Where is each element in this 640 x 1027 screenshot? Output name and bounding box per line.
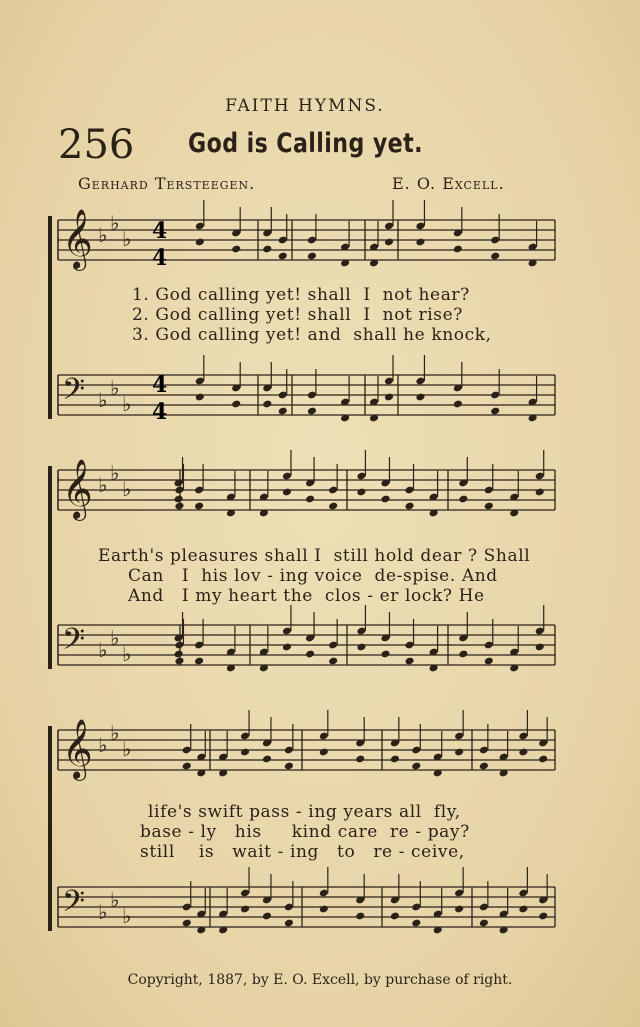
- flat-icon: ♭: [110, 888, 120, 912]
- lyric-line-verse-3: 3. God calling yet! and shall he knock,: [132, 325, 492, 345]
- flat-icon: ♭: [122, 227, 132, 251]
- note-head: [454, 905, 464, 914]
- lyric-line-verse-1: Earth's pleasures shall I still hold dear ? Shall: [98, 546, 531, 566]
- note-head: [194, 502, 204, 511]
- hymn-number: 256: [58, 122, 135, 168]
- note-head: [195, 238, 205, 247]
- note-head: [453, 245, 463, 254]
- note-head: [518, 905, 528, 914]
- note-head: [284, 919, 294, 928]
- note-head: [404, 657, 414, 666]
- note-head: [380, 650, 390, 659]
- note-head: [182, 762, 192, 771]
- note-head: [262, 400, 272, 409]
- note-head: [282, 488, 292, 497]
- note-head: [538, 755, 548, 764]
- note-head: [484, 657, 494, 666]
- composer-credit: E. O. Excell.: [392, 174, 505, 193]
- note-head: [319, 748, 329, 757]
- note-head: [454, 748, 464, 757]
- lyric-line-verse-3: still is wait - ing to re - ceive,: [140, 842, 465, 862]
- lyric-line-verse-2: base - ly his kind care re - pay?: [140, 822, 470, 842]
- bass-clef-icon: 𝄢: [62, 373, 86, 414]
- note-head: [484, 502, 494, 511]
- note-head: [282, 643, 292, 652]
- note-head: [307, 407, 317, 416]
- treble-clef-icon: 𝄞: [62, 459, 93, 519]
- note-head: [195, 393, 205, 402]
- note-head: [278, 252, 288, 261]
- hymn-title: God is Calling yet.: [188, 128, 423, 159]
- time-signature-top: 4: [152, 218, 168, 244]
- note-head: [415, 393, 425, 402]
- note-head: [174, 495, 184, 504]
- flat-icon: ♭: [122, 642, 132, 666]
- lyric-line-verse-1: life's swift pass - ing years all fly,: [148, 802, 461, 822]
- note-head: [240, 748, 250, 757]
- note-head: [182, 919, 192, 928]
- lyric-line-verse-2: 2. God calling yet! shall I not rise?: [132, 305, 463, 325]
- note-head: [479, 919, 489, 928]
- copyright-notice: Copyright, 1887, by E. O. Excell, by purchase of right.: [127, 972, 513, 988]
- treble-clef-icon: 𝄞: [62, 719, 93, 779]
- bass-clef-icon: 𝄢: [62, 623, 86, 664]
- lyric-line-verse-3: And I my heart the clos - er lock? He: [128, 586, 485, 606]
- time-signature-bottom: 4: [152, 245, 168, 271]
- note-head: [174, 650, 184, 659]
- flat-icon: ♭: [98, 223, 108, 247]
- bass-clef-icon: 𝄢: [62, 885, 86, 926]
- note-head: [319, 905, 329, 914]
- note-head: [535, 643, 545, 652]
- note-head: [355, 912, 365, 921]
- note-head: [356, 643, 366, 652]
- note-head: [174, 502, 184, 511]
- flat-icon: ♭: [122, 737, 132, 761]
- note-head: [458, 650, 468, 659]
- note-head: [231, 400, 241, 409]
- note-head: [490, 252, 500, 261]
- bass-time-signature-top: 4: [152, 372, 168, 398]
- note-head: [231, 245, 241, 254]
- note-head: [453, 400, 463, 409]
- note-head: [384, 238, 394, 247]
- lyric-line-verse-1: 1. God calling yet! shall I not hear?: [132, 285, 470, 305]
- note-head: [174, 657, 184, 666]
- bass-time-signature-bottom: 4: [152, 399, 168, 425]
- note-head: [262, 755, 272, 764]
- note-head: [355, 755, 365, 764]
- flat-icon: ♭: [110, 376, 120, 400]
- note-head: [518, 748, 528, 757]
- flat-icon: ♭: [110, 721, 120, 745]
- note-head: [328, 502, 338, 511]
- note-head: [535, 488, 545, 497]
- note-head: [458, 495, 468, 504]
- note-head: [411, 919, 421, 928]
- author-credit: Gerhard Tersteegen.: [78, 174, 256, 193]
- note-head: [415, 238, 425, 247]
- note-head: [278, 407, 288, 416]
- note-head: [262, 245, 272, 254]
- note-head: [411, 762, 421, 771]
- note-head: [328, 657, 338, 666]
- flat-icon: ♭: [110, 461, 120, 485]
- note-head: [390, 912, 400, 921]
- note-head: [404, 502, 414, 511]
- running-head: FAITH HYMNS.: [225, 96, 385, 116]
- flat-icon: ♭: [98, 638, 108, 662]
- note-head: [284, 762, 294, 771]
- note-head: [538, 912, 548, 921]
- flat-icon: ♭: [98, 733, 108, 757]
- lyric-line-verse-2: Can I his lov - ing voice de-spise. And: [128, 566, 498, 586]
- note-head: [490, 407, 500, 416]
- note-head: [479, 762, 489, 771]
- note-head: [390, 755, 400, 764]
- note-head: [305, 650, 315, 659]
- flat-icon: ♭: [122, 904, 132, 928]
- flat-icon: ♭: [98, 473, 108, 497]
- flat-icon: ♭: [110, 626, 120, 650]
- note-head: [380, 495, 390, 504]
- flat-icon: ♭: [122, 392, 132, 416]
- note-head: [194, 657, 204, 666]
- note-head: [384, 393, 394, 402]
- note-head: [262, 912, 272, 921]
- flat-icon: ♭: [98, 388, 108, 412]
- treble-clef-icon: 𝄞: [62, 209, 93, 269]
- note-head: [356, 488, 366, 497]
- flat-icon: ♭: [122, 477, 132, 501]
- flat-icon: ♭: [110, 211, 120, 235]
- note-head: [307, 252, 317, 261]
- note-head: [240, 905, 250, 914]
- flat-icon: ♭: [98, 900, 108, 924]
- note-head: [305, 495, 315, 504]
